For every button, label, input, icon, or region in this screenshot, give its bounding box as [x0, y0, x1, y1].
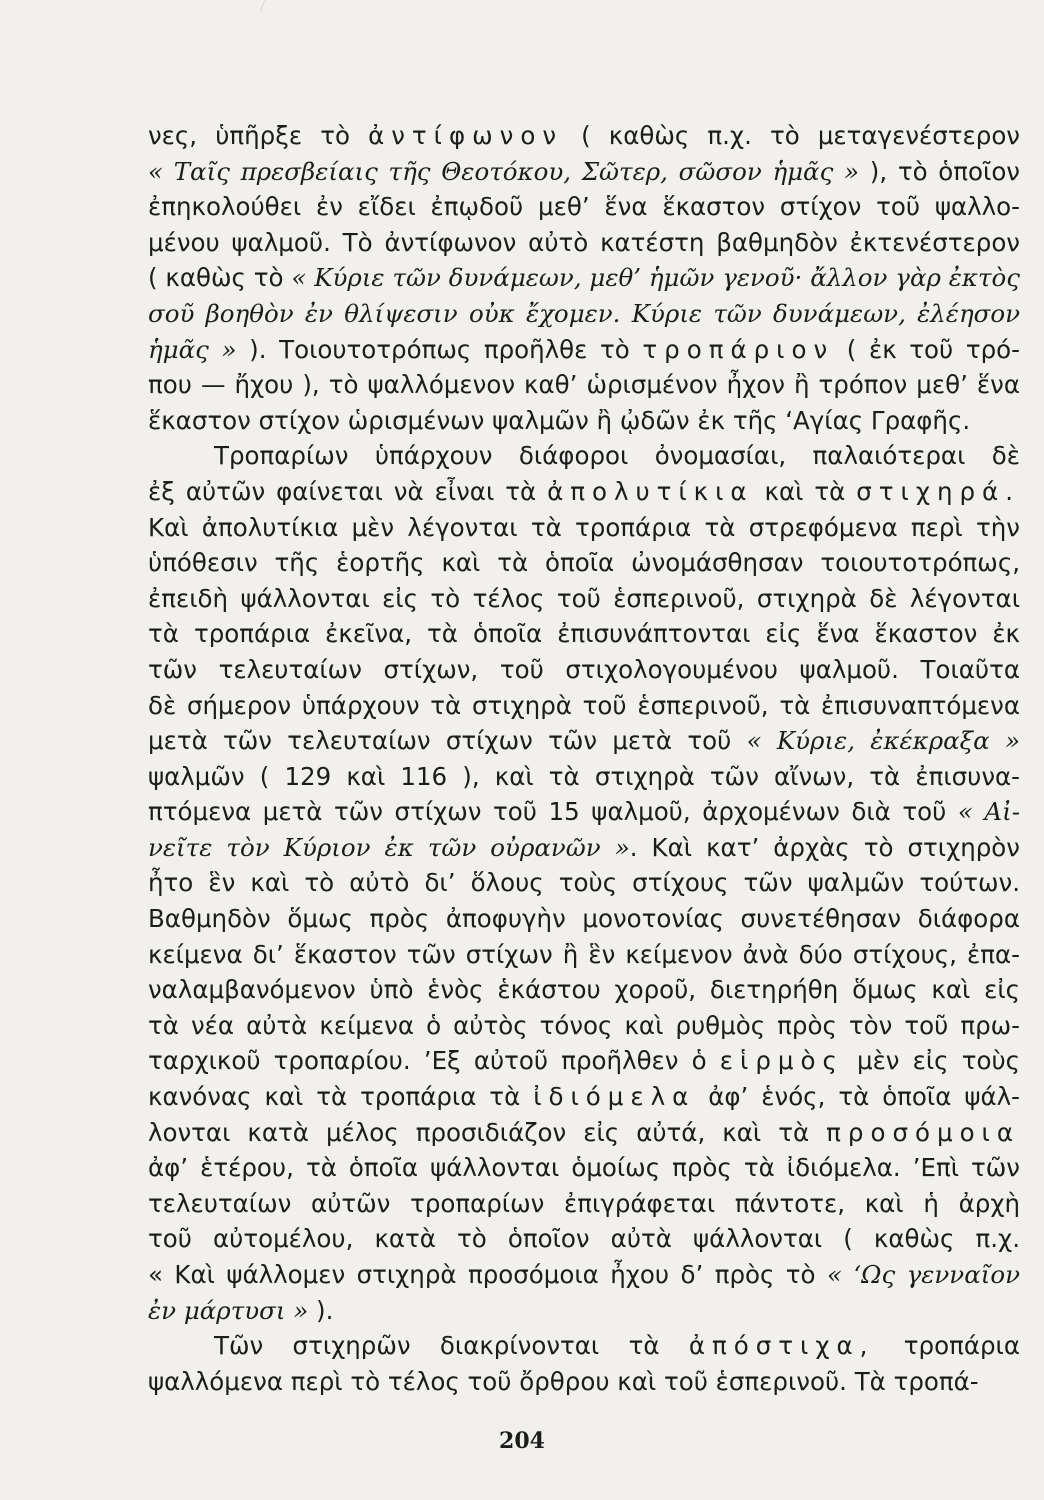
- italic-quote: « Ταῖς πρεσβείαις τῆς Θεοτόκου, Σῶτερ, σῶσον ἡμᾶς »: [148, 156, 870, 186]
- spaced-term: ἰδιόμελα: [533, 1082, 696, 1112]
- text-run: Βαθμηδὸν ὅμως πρὸς ἀποφυγὴν μονοτονίας συνετέθησαν διάφορα: [148, 904, 1020, 934]
- text-run: κείμενα δι’ ἕκαστον τῶν στίχων ἢ ἓν κείμενον ἀνὰ δύο στίχους, ἐπα-: [148, 939, 1020, 969]
- text-run: ἐπειδὴ ψάλλονται εἰς τὸ τέλος τοῦ ἑσπερινοῦ, στιχηρὰ δὲ λέγονται: [148, 583, 1020, 613]
- text-run: ).: [316, 1295, 334, 1325]
- text-line: [148, 972, 1020, 1008]
- text-run: λονται κατὰ μέλος προσιδιάζον εἰς αὐτά, καὶ τὰ: [148, 1117, 827, 1147]
- text-run: ἦτο ἓν καὶ τὸ αὐτὸ δι’ ὅλους τοὺς στίχους τῶν ψαλμῶν τούτων.: [148, 868, 1020, 898]
- text-run: ναλαμβανόμενον ὑπὸ ἑνὸς ἑκάστου χοροῦ, διετηρήθη ὅμως καὶ εἰς: [148, 975, 1020, 1005]
- text-line: [148, 1150, 1020, 1186]
- text-run: μὲν εἰς τοὺς: [843, 1046, 1020, 1076]
- text-run: ( καθὼς τὸ: [148, 263, 292, 293]
- text-run: νες, ὑπῆρξε τὸ: [148, 121, 369, 150]
- text-line: [148, 332, 1020, 368]
- text-run: ἕκαστον στίχον ὡρισμένων ψαλμῶν ἢ ᾠδῶν ἐκ τῆς ‘Αγίας Γραφῆς.: [148, 405, 971, 435]
- text-run: τροπάρια: [874, 1331, 1020, 1361]
- text-run: Τροπαρίων ὑπάρχουν διάφοροι ὀνομασίαι, παλαιότεραι δὲ: [214, 441, 1020, 471]
- text-run: τὰ τροπάρια ἐκεῖνα, τὰ ὁποῖα ἐπισυνάπτονται εἰς ἕνα ἕκαστον ἐκ: [148, 619, 1020, 649]
- text-run: . Καὶ κατ’ ἀρχὰς τὸ στιχηρὸν: [629, 832, 1020, 862]
- text-run: ὑπόθεσιν τῆς ἑορτῆς καὶ τὰ ὁποῖα ὠνομάσθησαν τοιουτοτρόπως,: [148, 548, 1020, 578]
- text-run: καὶ τὰ: [753, 476, 857, 506]
- page-number: 204: [499, 1428, 545, 1454]
- text-line: [148, 759, 1020, 795]
- body-text: [148, 118, 1020, 1399]
- text-line: [148, 652, 1020, 688]
- text-run: Τῶν στιχηρῶν διακρίνονται τὰ: [214, 1331, 689, 1361]
- text-run: τὰ νέα αὐτὰ κείμενα ὁ αὐτὸς τόνος καὶ ρυθμὸς πρὸς τὸν τοῦ πρω-: [148, 1010, 1020, 1040]
- italic-quote: νεῖτε τὸν Κύριον ἐκ τῶν οὐρανῶν »: [148, 832, 630, 862]
- spaced-term: τροπάριον: [642, 334, 835, 364]
- text-line: [148, 1079, 1020, 1115]
- text-line: [148, 260, 1020, 296]
- text-run: τοῦ αὐτομέλου, κατὰ τὸ ὁποῖον αὐτὰ ψάλλονται ( καθὼς π.χ.: [148, 1224, 1020, 1254]
- text-line: [148, 296, 1020, 332]
- text-line: [148, 438, 1020, 474]
- text-run: τῶν τελευταίων στίχων, τοῦ στιχολογουμένου ψαλμοῦ. Τοιαῦτα: [148, 654, 1020, 684]
- spaced-term: ἀπολυτίκια: [547, 476, 754, 506]
- spaced-term: στιχηρά.: [856, 476, 1020, 506]
- spaced-term: προσόμοια: [826, 1117, 1020, 1147]
- text-run: ( καθὼς π.χ. τὸ μεταγενέστερον: [563, 121, 1020, 150]
- text-run: ἐξ αὐτῶν φαίνεται νὰ εἶναι τὰ: [148, 476, 548, 506]
- text-run: ψαλμῶν ( 129 καὶ 116 ), καὶ τὰ στιχηρὰ τῶν αἴνων, τὰ ἐπισυνα-: [148, 761, 1020, 791]
- text-run: μετὰ τῶν τελευταίων στίχων τῶν μετὰ τοῦ: [148, 726, 747, 756]
- italic-quote: « Αἰ-: [957, 797, 1020, 827]
- text-run: « Καὶ ψάλλομεν στιχηρὰ προσόμοια ἦχου δ’ πρὸς τὸ: [148, 1260, 827, 1289]
- text-line: [148, 1293, 1020, 1329]
- text-line: [148, 118, 1020, 154]
- text-line: [148, 367, 1020, 403]
- text-line: [148, 937, 1020, 973]
- text-run: ἐπηκολούθει ἐν εἴδει ἐπῳδοῦ μεθ’ ἕνα ἕκαστον στίχον τοῦ ψαλλο-: [148, 192, 1020, 222]
- text-run: κανόνας καὶ τὰ τροπάρια τὰ: [148, 1082, 534, 1112]
- text-run: που — ἤχου ), τὸ ψαλλόμενον καθ’ ὡρισμένον ἦχον ἢ τρόπον μεθ’ ἕνα: [148, 370, 1020, 400]
- text-line: [148, 794, 1020, 830]
- text-line: [148, 723, 1020, 759]
- italic-quote: « ‘Ως γενναῖον: [826, 1260, 1020, 1289]
- italic-quote: « Κύριε τῶν δυνάμεων, μεθ’ ἡμῶν γενοῦ· ἄλλον γὰρ ἐκτὸς: [291, 263, 1020, 293]
- text-line: [148, 688, 1020, 724]
- text-run: ἀφ’ ἑτέρου, τὰ ὁποῖα ψάλλονται ὁμοίως πρὸς τὰ ἰδιόμελα. ’Επὶ τῶν: [148, 1153, 1020, 1183]
- italic-quote: σοῦ βοηθὸν ἐν θλίψεσιν οὐκ ἔχομεν. Κύριε τῶν δυνάμεων, ἐλέησον: [148, 298, 1020, 328]
- text-run: ( ἐκ τοῦ τρό-: [834, 334, 1020, 364]
- text-line: [148, 474, 1020, 510]
- page-mark: [260, 0, 289, 12]
- text-run: ), τὸ ὁποῖον: [869, 156, 1020, 186]
- spaced-term: εἱρμὸς: [719, 1046, 844, 1076]
- text-line: [148, 865, 1020, 901]
- text-line: [148, 189, 1020, 225]
- text-line: [148, 1364, 1020, 1400]
- text-line: [148, 154, 1020, 190]
- text-run: πτόμενα μετὰ τῶν στίχων τοῦ 15 ψαλμοῦ, ἀρχομένων διὰ τοῦ: [148, 797, 958, 827]
- text-line: [148, 545, 1020, 581]
- text-run: Καὶ ἀπολυτίκια μὲν λέγονται τὰ τροπάρια τὰ στρεφόμενα περὶ τὴν: [148, 512, 1020, 542]
- text-line: [148, 1043, 1020, 1079]
- text-line: [148, 616, 1020, 652]
- text-run: ταρχικοῦ τροπαρίου. ’Εξ αὐτοῦ προῆλθεν ὁ: [148, 1046, 720, 1076]
- spaced-term: ἀντίφωνον: [368, 121, 564, 150]
- text-line: [148, 510, 1020, 546]
- text-line: [148, 1328, 1020, 1364]
- text-run: ). Τοιουτοτρόπως προῆλθε τὸ: [249, 334, 643, 364]
- text-line: [148, 581, 1020, 617]
- text-line: [148, 225, 1020, 261]
- text-run: τελευταίων αὐτῶν τροπαρίων ἐπιγράφεται πάντοτε, καὶ ἡ ἀρχὴ: [148, 1188, 1020, 1218]
- text-line: [148, 1257, 1020, 1293]
- italic-quote: ἐν μάρτυσι »: [148, 1295, 317, 1325]
- text-run: ψαλλόμενα περὶ τὸ τέλος τοῦ ὄρθρου καὶ τοῦ ἑσπερινοῦ. Τὰ τροπά-: [148, 1366, 979, 1396]
- italic-quote: « Κύριε, ἐκέκραξα »: [746, 726, 1020, 756]
- spaced-term: ἀπόστιχα,: [688, 1331, 875, 1361]
- text-line: [148, 1008, 1020, 1044]
- text-run: ἀφ’ ἑνός, τὰ ὁποῖα ψάλ-: [695, 1082, 1020, 1112]
- text-line: [148, 1186, 1020, 1222]
- text-line: [148, 830, 1020, 866]
- text-line: [148, 403, 1020, 439]
- text-line: [148, 1115, 1020, 1151]
- text-line: [148, 1221, 1020, 1257]
- text-run: μένου ψαλμοῦ. Τὸ ἀντίφωνον αὐτὸ κατέστη βαθμηδὸν ἐκτενέστερον: [148, 227, 1020, 257]
- text-line: [148, 901, 1020, 937]
- italic-quote: ἡμᾶς »: [148, 334, 250, 364]
- text-run: δὲ σήμερον ὑπάρχουν τὰ στιχηρὰ τοῦ ἑσπερινοῦ, τὰ ἐπισυναπτόμενα: [148, 690, 1020, 720]
